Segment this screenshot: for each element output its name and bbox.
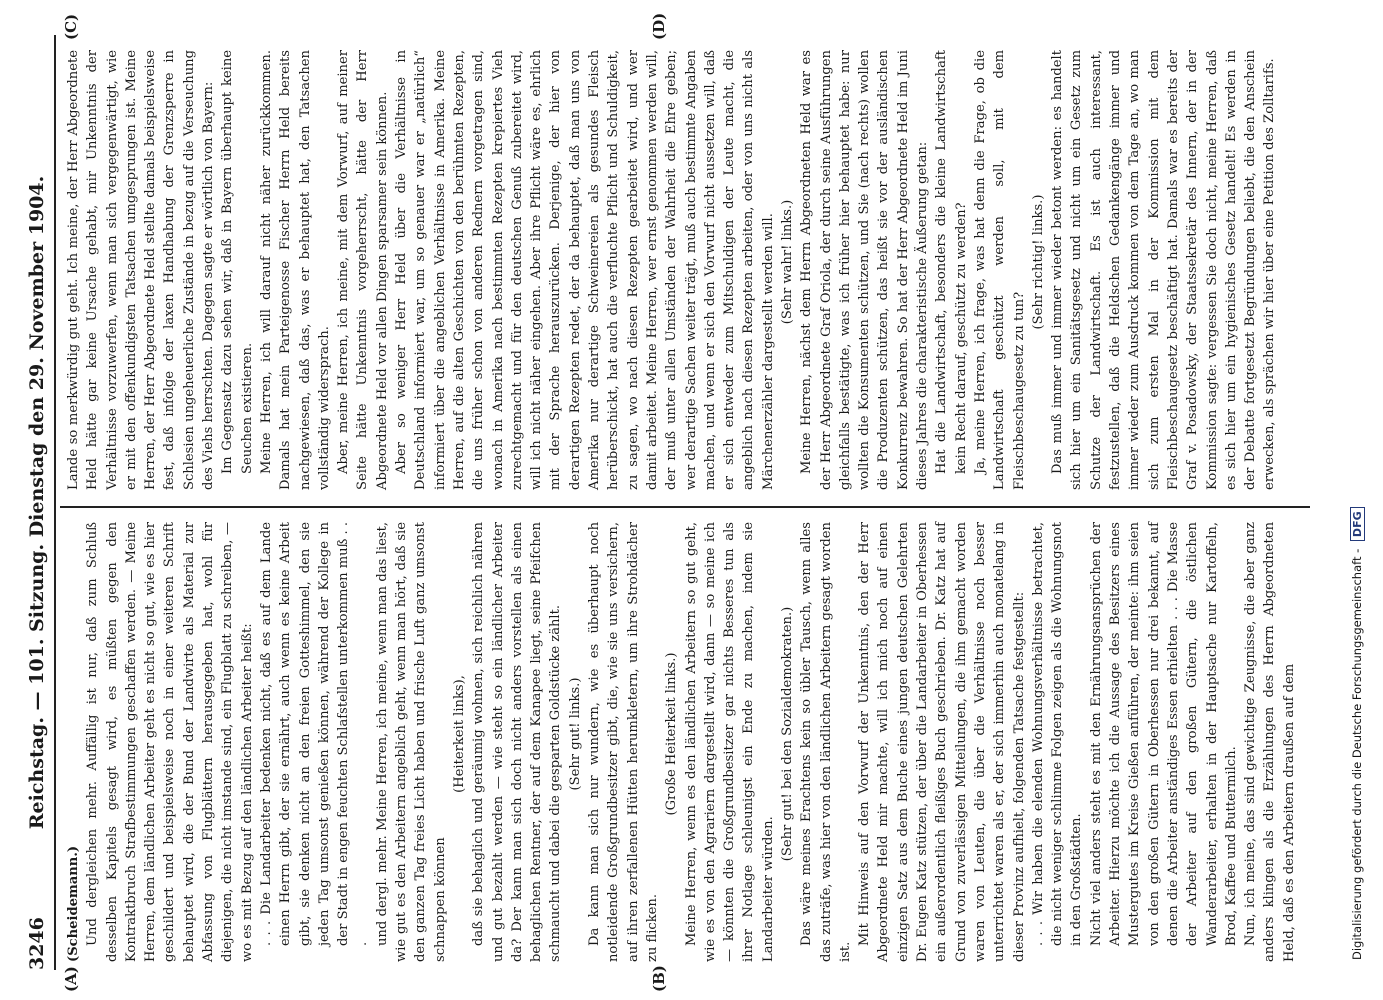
paragraph: Meine Herren, wenn es den ländlichen Arbeitern so gut geht, wie es von den Agrariern dargestellt wird, dann — so meine ich — könnten die Großgrundbesitzer gar nichts Besseres tun als ihrer Notlage schleunigst ein Ende zu machen, indem sie Landarbeiter würden.	[683, 522, 776, 962]
paragraph: Da kann man sich nur wundern, wie es überhaupt noch notleidende Großgrundbesitzer gibt, die, wie sie uns versichern, auf ihren zerfallenen Hütten herumkletern, um ihre Strohdächer zu flicken.	[587, 522, 660, 962]
paragraph: Aber so weniger Herr Held über die Verhältnisse in Deutschland informiert war, um so genauer war er „natürlich“ informiert über die angeblichen Verhältnisse in Amerika. Meine Herren, auf die alten Geschichten von den berühmten Rezepten, die uns früher schon von anderen Rednern vorgetragen sind, wonach in Amerika nach bestimmten Rezepten krepiertes Vieh zurechtgemacht und für den deutschen Genuß zubereitet wird, will ich nicht näher eingehen. Aber ihre Pflicht wäre es, ehrlich mit der Sprache herauszurücken. Derjenige, der hier von derartigen Rezepten redet, der da behauptet, daß man uns von Amerika nur derartige Schweinereien als gesundes Fleisch herüberschickt, hat auch die verfluchte Pflicht und Schuldigkeit, zu sagen, wo nach diesen Rezepten gearbeitet wird, und wer damit arbeitet. Meine Herren, wer ernst genommen werden will, der muß unter allen Umständen der Wahrheit die Ehre geben; wer derartige Sachen weiter trägt, muß auch bestimmte Angaben machen, und wenn er sich den Vorwurf nicht aussetzen will, daß er sich entweder zum Mitschuldigen der Leute macht, die angeblich nach diesen Rezepten arbeiten, oder von uns nicht als Märchenerzähler dargestellt werden will.	[394, 50, 776, 490]
margin-marker-b: (B)	[650, 965, 668, 992]
paragraph: Ja, meine Herren, ich frage, was hat denn die Frage, ob die Landwirtschaft geschützt werden soll, mit dem Fleischbeschaugesetz zu tun?	[972, 50, 1027, 490]
paragraph: Meine Herren, ich will darauf nicht näher zurückkommen. Damals hat mein Parteigenosse Fischer Herrn Held bereits nachgewiesen, daß das, was er behauptet hat, den Tatsachen vollständig widersprach.	[258, 50, 332, 490]
page-header	[20, 35, 56, 970]
margin-marker-d: (D)	[650, 12, 668, 40]
paragraph: Das muß immer und immer wieder betont werden: es handelt sich hier um ein Sanitätsgesetz und nicht um ein Gesetz zum Schutze der Landwirtschaft. Es ist auch interessant, festzustellen, daß die Heldschen Gedankengänge immer und immer wieder zum Ausdruck kommen von dem Tage an, wo man sich zum ersten Mal in der Kommission mit dem Fleischbeschaugesetz beschäftigt hat. Damals war es bereits der Graf v. Posadowsky, der Staatssekretär des Innern, der in der Kommission sagte: vergessen Sie doch nicht, meine Herren, daß es sich hier um ein hygienisches Gesetz handelt! Es werden in der Debatte fortgesetzt Begründungen beliebt, die den Anschein erwecken, als sprächen wir hier über eine Petition des Zolltarifs.	[1050, 50, 1278, 490]
quoted-passage: Nicht viel anders steht es mit den Ernährungsansprüchen der Arbeiter. Hierzu möchte ich die Aussage des Besitzers eines Mustergutes im Kreise Gießen anführen, der meinte: ihm seien von den großen Gütern in Oberhessen nur drei bekannt, auf denen die Arbeiter anständiges Essen erhielten . . . Die Masse der Arbeiter auf den großen Gütern, die östlichen Wanderarbeiter, erhalten in der Hauptsache nur Kartoffeln, Brod, Kaffee und Buttermilch.	[1088, 522, 1239, 946]
reaction-note: (Sehr gut! links.)	[567, 677, 583, 791]
right-column	[64, 50, 1280, 490]
header-title: Reichstag. — 101. Sitzung. Dienstag den 29. November 1904.	[26, 175, 48, 830]
paragraph: daß sie behaglich und geräumig wohnen, sich reichlich nähren und gut bezahlt werden — wie steht so ein ländlicher Arbeiter da? Der kann man sich doch nicht anders vorstellen als einen behaglichen Rentner, der auf dem Kanapee liegt, seine Pfeifchen schmaucht und dabei die gesparten Goldstücke zählt.	[471, 522, 564, 962]
footer-credit	[1350, 30, 1365, 960]
paragraph: und dergl. mehr. Meine Herren, ich meine, wenn man das liest, wie gut es den Arbeitern angeblich geht, wenn man hört, daß sie den ganzen Tag freies Licht haben und frische Luft ganz umsonst schnappen können	[374, 522, 448, 962]
margin-marker-c: (C)	[62, 13, 80, 40]
paragraph: Nun, ich meine, das sind gewichtige Zeugnisse, die aber ganz anders klingen als die Erzählungen des Herrn Abgeordneten Held, daß es den Arbeitern draußen auf dem	[1243, 522, 1297, 962]
paragraph: Meine Herren, nächst dem Herrn Abgeordneten Held war es der Herr Abgeordnete Graf Oriola, der durch seine Ausführungen gleichfalls bestätigte, was ich früher hier behauptet habe: nur wollten die Konsumenten schützen, und Sie (nach rechts) wollen die Produzenten schützen, das heißt sie vor der ausländischen Konkurrenz bewahren. So hat der Herr Abgeordnete Held im Juni dieses Jahres die charakteristische Äußerung getan:	[799, 50, 931, 490]
quoted-passage: . . . Die Landarbeiter bedenken nicht, daß es auf dem Lande einen Herrn gibt, der sie ernährt, auch wenn es keine Arbeit gibt, sie denken nicht an den freien Gotteshimmel, den sie jeden Tag umsonst genießen können, während der Kollege in der Stadt in engen feuchten Schlafstellen unterkommen muß . . .	[258, 522, 371, 946]
left-column	[64, 522, 1299, 962]
reaction-note: (Große Heiterkeit links.)	[664, 652, 680, 816]
column-divider	[60, 506, 1310, 508]
dfg-logo: DFG	[1350, 507, 1365, 541]
margin-marker-a: (A)	[62, 966, 80, 992]
reaction-note: (Sehr gut! bei den Sozialdemokraten.)	[779, 606, 795, 862]
paragraph: Und dergleichen mehr. Auffällig ist nur, daß zum Schluß desselben Kapitels gesagt wird, es müßten gegen den Kontraktbruch Strafbestimmungen geschaffen werden. — Meine Herren, dem ländlichen Arbeiter geht es nicht so gut, wie es hier geschildert und beispielsweise noch in einer weiteren Schrift behauptet wird, die der Bund der Landwirte als Material zur Abfassung von Flugblättern herausgegeben hat, wohl für diejenigen, die nicht imstande sind, ein Flugblatt zu schreiben, — wo es mit Bezug auf den ländlichen Arbeiter heißt:	[85, 522, 255, 962]
quoted-passage: Hat die Landwirtschaft, besonders die kleine Landwirtschaft kein Recht darauf, geschützt zu werden?	[934, 50, 969, 474]
paragraph: Das wäre meines Erachtens kein so übler Tausch, wenn alles das zuträfe, was hier von den ländlichen Arbeitern gesagt worden ist.	[799, 522, 853, 962]
footer-text: Digitalisierung gefördert durch die Deutsche Forschungsgemeinschaft -	[1350, 548, 1364, 960]
quoted-passage: . . . Wir haben die elenden Wohnungsverhältnisse betrachtet, die nicht weniger schlimme Folgen zeigen als die Wohnungsnot in den Großstädten.	[1030, 522, 1085, 946]
reaction-note: (Heiterkeit links),	[451, 675, 467, 793]
page-number: 3246	[26, 917, 48, 970]
speaker-label: (Scheidemann.)	[66, 845, 81, 962]
quoted-passage: Im Gegensatz dazu sehen wir, daß in Bayern überhaupt keine Seuchen existieren.	[220, 50, 255, 474]
paragraph: Mit Hinweis auf den Vorwurf der Unkenntnis, den der Herr Abgeordnete Held mir machte, will ich mich noch auf einen einzigen Satz aus dem Buche eines jungen deutschen Gelehrten Dr. Eugen Katz stützen, der über die Landarbeiter in Oberhessen ein außerordentlich fleißiges Buch geschrieben. Dr. Katz hat auf Grund von zuverlässigen Mitteilungen, die ihm gemacht worden waren von Leuten, die über die Verhältnisse noch besser unterrichtet waren als er, der sich immerhin auch monatelang in dieser Provinz aufhielt, folgenden Tatsache festgestellt:	[857, 522, 1027, 962]
reaction-note: (Sehr wahr! links.)	[779, 199, 795, 325]
reaction-note: (Sehr richtig! links.)	[1030, 194, 1046, 330]
paragraph: Aber, meine Herren, ich meine, mit dem Vorwurf, auf meiner Seite hätte Unkenntnis vorgeherrscht, hätte der Herr Abgeordnete Held vor allen Dingen sparsamer sein können.	[336, 50, 390, 490]
paragraph: Lande so merkwürdig gut geht. Ich meine, der Herr Abgeordnete Held hätte gar keine Ursache gehabt, mir Unkenntnis der Verhältnisse vorzuwerfen, wenn man sich vergegenwärtigt, wie er mit den offenkundigsten Tatsachen umgesprungen ist. Meine Herren, der Herr Abgeordnete Held stellte damals beispielsweise fest, daß infolge der laxen Handhabung der Grenzsperre in Schlesien ungeheuerliche Zustände in bezug auf die Verseuchung des Viehs herrschten. Dagegen sagte er wörtlich von Bayern:	[66, 50, 217, 490]
